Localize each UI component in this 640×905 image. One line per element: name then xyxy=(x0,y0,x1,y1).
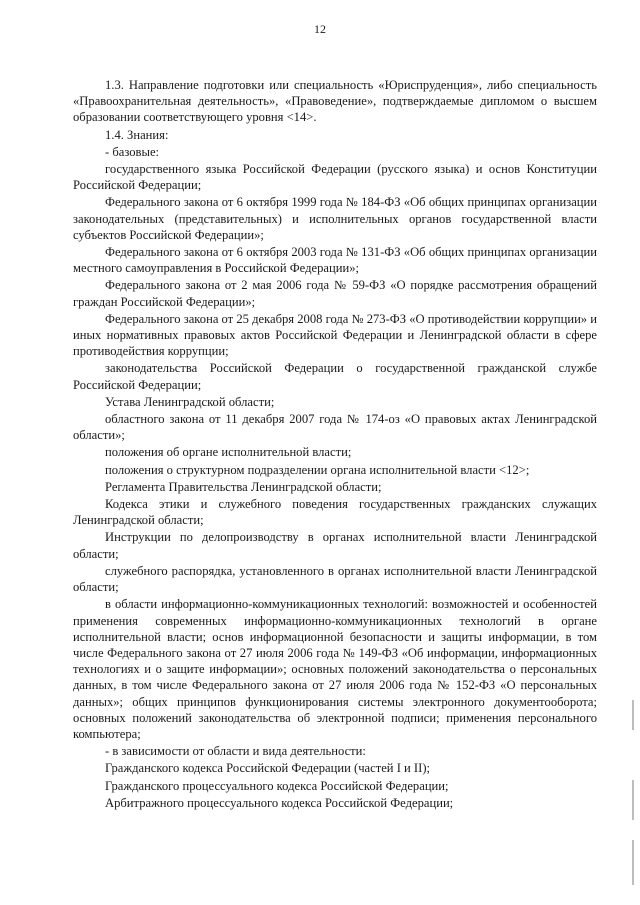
paragraph-ethics-code: Кодекса этики и служебного поведения государственных гражданских служащих Ленинградской области; xyxy=(73,497,597,528)
paragraph-law-59-fz: Федерального закона от 2 мая 2006 года № 59-ФЗ «О порядке рассмотрения обращений граждан Российской Федерации»; xyxy=(73,278,597,309)
document-body xyxy=(73,77,597,812)
scan-edge-mark xyxy=(632,700,634,730)
paragraph-civil-code: Гражданского кодекса Российской Федерации (частей I и II); xyxy=(105,761,431,776)
paragraph-ict: в области информационно-коммуникационных технологий: возможностей и особенностей применения современных информационно-коммуникационных технологий в органе исполнительной власти; основ информационной безопасности и защиты информации, в том числе Федерального закона от 27 июля 2006 года № 149-ФЗ «Об информации, информационных технологиях и о защите информации»; основных положений законодательства о персональных данных, в том числе Федерального закона от 27 июля 2006 года № 152-ФЗ «О персональных данных»; общих принципов функционирования системы электронного документооборота; основных положений законодательства об электронной подписи; применения персонального компьютера; xyxy=(73,597,597,741)
scan-edge-mark xyxy=(632,780,634,820)
paragraph-law-184-fz: Федерального закона от 6 октября 1999 года № 184-ФЗ «Об общих принципах организации законодательных (представительных) и исполнительных органов государственной власти субъектов Российской Федерации»; xyxy=(73,195,597,242)
paragraph-charter: Устава Ленинградской области; xyxy=(105,394,275,409)
paragraph-state-language: государственного языка Российской Федерации (русского языка) и основ Конституции Российской Федерации; xyxy=(73,162,597,193)
paragraph-civil-service-law: законодательства Российской Федерации о государственной гражданской службе Российской Федерации; xyxy=(73,361,597,392)
paragraph-structural-unit-regulation: положения о структурном подразделении органа исполнительной власти <12>; xyxy=(105,462,530,477)
paragraph-1-3: 1.3. Направление подготовки или специальность «Юриспруденция», либо специальность «Правоохранительная деятельность», «Правоведение», подтверждаемые дипломом о высшем образовании соответствующего уровня <14>. xyxy=(73,78,597,125)
paragraph-records-instruction: Инструкции по делопроизводству в органах исполнительной власти Ленинградской области; xyxy=(73,530,597,561)
paragraph-1-4-heading: 1.4. Знания: xyxy=(105,127,169,142)
paragraph-area-heading: - в зависимости от области и вида деятельности: xyxy=(105,744,366,759)
paragraph-regional-law-174: областного закона от 11 декабря 2007 года № 174-оз «О правовых актах Ленинградской области»; xyxy=(73,412,597,443)
paragraph-arbitration-procedure-code: Арбитражного процессуального кодекса Российской Федерации; xyxy=(105,795,454,810)
paragraph-work-schedule: служебного распорядка, установленного в органах исполнительной власти Ленинградской области; xyxy=(73,563,597,595)
paragraph-civil-procedure-code: Гражданского процессуального кодекса Российской Федерации; xyxy=(105,778,449,793)
paragraph-law-273-fz: Федерального закона от 25 декабря 2008 года № 273-ФЗ «О противодействии коррупции» и иных нормативных правовых актов Российской Федерации и Ленинградской области в сфере противодействия коррупции; xyxy=(73,311,597,359)
paragraph-executive-body-regulation: положения об органе исполнительной власти; xyxy=(105,445,352,460)
paragraph-basic-heading: - базовые: xyxy=(105,144,160,159)
paragraph-law-131-fz: Федерального закона от 6 октября 2003 года № 131-ФЗ «Об общих принципах организации местного самоуправления в Российской Федерации»; xyxy=(73,245,597,276)
scan-edge-mark xyxy=(632,840,634,885)
page-number: 12 xyxy=(314,22,326,36)
paragraph-government-rules: Регламента Правительства Ленинградской области; xyxy=(105,479,382,494)
